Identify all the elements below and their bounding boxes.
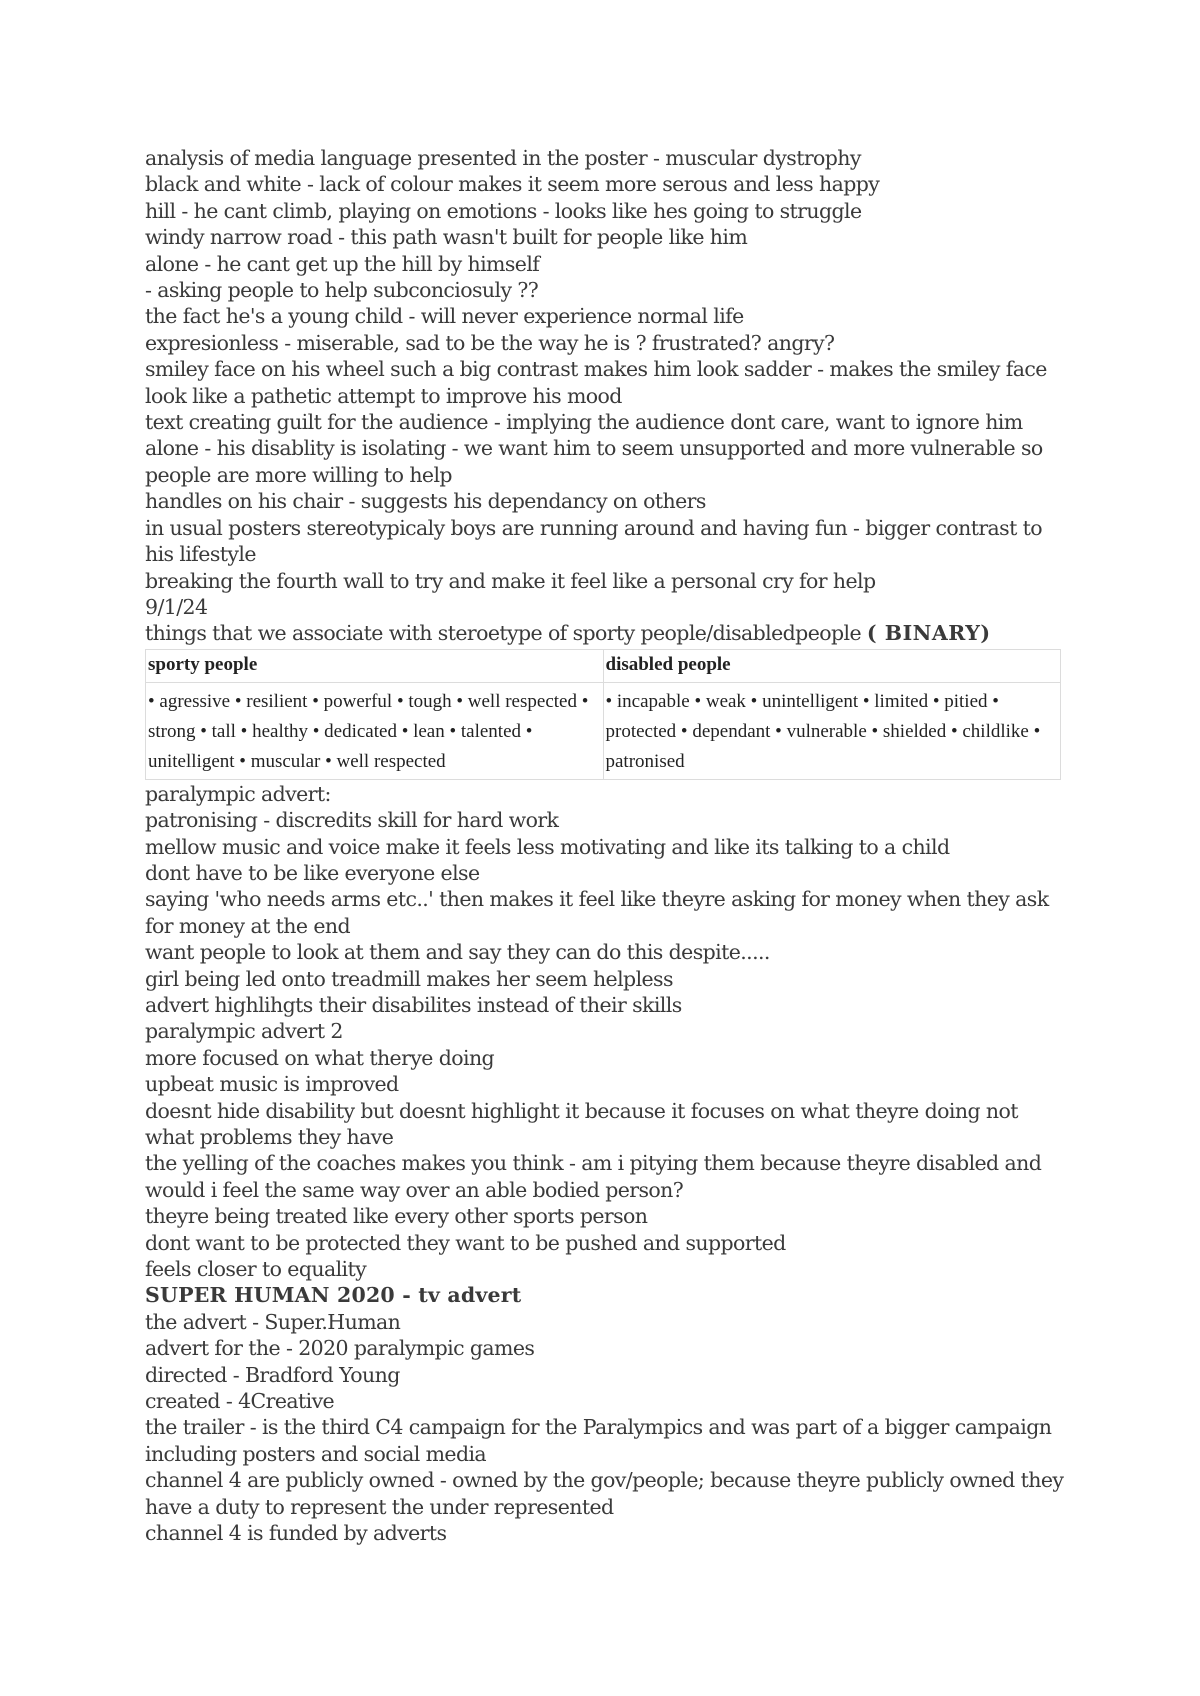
text-line: dont want to be protected they want to be pushed and supported bbox=[145, 1230, 786, 1255]
text-line: more focused on what therye doing bbox=[145, 1045, 495, 1070]
text-line: the advert - Super.Human bbox=[145, 1309, 401, 1334]
text-line: the fact he's a young child - will never experience normal life bbox=[145, 304, 744, 329]
text-line: text creating guilt for the audience - implying the audience dont care, want to ignore him bbox=[145, 410, 1023, 435]
text-line: analysis of media language presented in the poster - muscular dystrophy bbox=[145, 146, 861, 170]
text-line: girl being led onto treadmill makes her seem helpless bbox=[145, 966, 673, 991]
text-line: advert highlihgts their disabilites instead of their skills bbox=[145, 992, 682, 1017]
binary-intro bbox=[145, 620, 1065, 646]
text-line: saying 'who needs arms etc..' then makes it feel like theyre asking for money when they ask for money at the end bbox=[145, 887, 1049, 938]
binary-intro-text: things that we associate with steroetype of sporty people/disabledpeople bbox=[145, 621, 861, 646]
text-line: the trailer - is the third C4 campaign for the Paralympics and was part of a bigger campaign including posters and social media bbox=[145, 1415, 1052, 1466]
section-poster-analysis bbox=[145, 145, 1065, 620]
text-line: alone - he cant get up the hill by himself bbox=[145, 251, 540, 276]
text-line: channel 4 are publicly owned - owned by the gov/people; because theyre publicly owned they have a duty to represent the under represented bbox=[145, 1468, 1064, 1519]
table-row bbox=[146, 682, 1061, 779]
text-line: advert for the - 2020 paralympic games bbox=[145, 1336, 535, 1361]
text-line: windy narrow road - this path wasn't built for people like him bbox=[145, 225, 748, 250]
text-line: patronising - discredits skill for hard work bbox=[145, 808, 559, 833]
text-line: black and white - lack of colour makes it seem more serous and less happy bbox=[145, 172, 880, 197]
text-line: the yelling of the coaches makes you think - am i pitying them because theyre disabled and would i feel the same way over an able bodied person? bbox=[145, 1151, 1042, 1202]
document-page bbox=[145, 145, 1065, 1547]
table-header-row bbox=[146, 649, 1061, 682]
text-line: channel 4 is funded by adverts bbox=[145, 1521, 447, 1546]
text-line: expresionless - miserable, sad to be the way he is ? frustrated? angry? bbox=[145, 330, 835, 355]
section-super-human bbox=[145, 1309, 1065, 1547]
text-line: theyre being treated like every other sports person bbox=[145, 1204, 648, 1229]
text-line: smiley face on his wheel such a big contrast makes him look sadder - makes the smiley face look like a pathetic attempt to improve his mood bbox=[145, 357, 1047, 408]
text-line: hill - he cant climb, playing on emotions - looks like hes going to struggle bbox=[145, 198, 862, 223]
text-line: alone - his disablity is isolating - we want him to seem unsupported and more vulnerable so people are more willing to help bbox=[145, 436, 1043, 487]
text-line: - asking people to help subconciosuly ?? bbox=[145, 278, 539, 303]
text-line: feels closer to equality bbox=[145, 1257, 367, 1282]
table-header-disabled: disabled people bbox=[603, 649, 1061, 682]
text-line: mellow music and voice make it feels less motivating and like its talking to a child bbox=[145, 834, 950, 859]
text-line: paralympic advert 2 bbox=[145, 1019, 343, 1044]
table-cell-sporty: • agressive • resilient • powerful • tough • well respected • strong • tall • healthy • dedicated • lean • talented • unitelligent • muscular • well respected bbox=[146, 682, 604, 779]
section-paralympic-adverts bbox=[145, 781, 1065, 1283]
date-line: 9/1/24 bbox=[145, 594, 208, 619]
text-line: dont have to be like everyone else bbox=[145, 860, 480, 885]
text-line: upbeat music is improved bbox=[145, 1072, 399, 1097]
binary-label: ( BINARY) bbox=[866, 621, 991, 646]
text-line: directed - Bradford Young bbox=[145, 1362, 400, 1387]
text-line: doesnt hide disability but doesnt highlight it because it focuses on what theyre doing not what problems they have bbox=[145, 1098, 1018, 1149]
binary-table bbox=[145, 649, 1061, 780]
text-line: created - 4Creative bbox=[145, 1389, 335, 1414]
table-cell-disabled: • incapable • weak • unintelligent • limited • pitied • protected • dependant • vulnerable • shielded • childlike • patronised bbox=[603, 682, 1061, 779]
text-line: want people to look at them and say they can do this despite..... bbox=[145, 940, 770, 965]
text-line: in usual posters stereotypicaly boys are running around and having fun - bigger contrast to his lifestyle bbox=[145, 515, 1043, 567]
text-line: paralympic advert: bbox=[145, 781, 331, 806]
text-line: breaking the fourth wall to try and make it feel like a personal cry for help bbox=[145, 568, 876, 593]
section-heading: SUPER HUMAN 2020 - tv advert bbox=[145, 1283, 522, 1308]
table-header-sporty: sporty people bbox=[146, 649, 604, 682]
text-line: handles on his chair - suggests his dependancy on others bbox=[145, 489, 706, 514]
